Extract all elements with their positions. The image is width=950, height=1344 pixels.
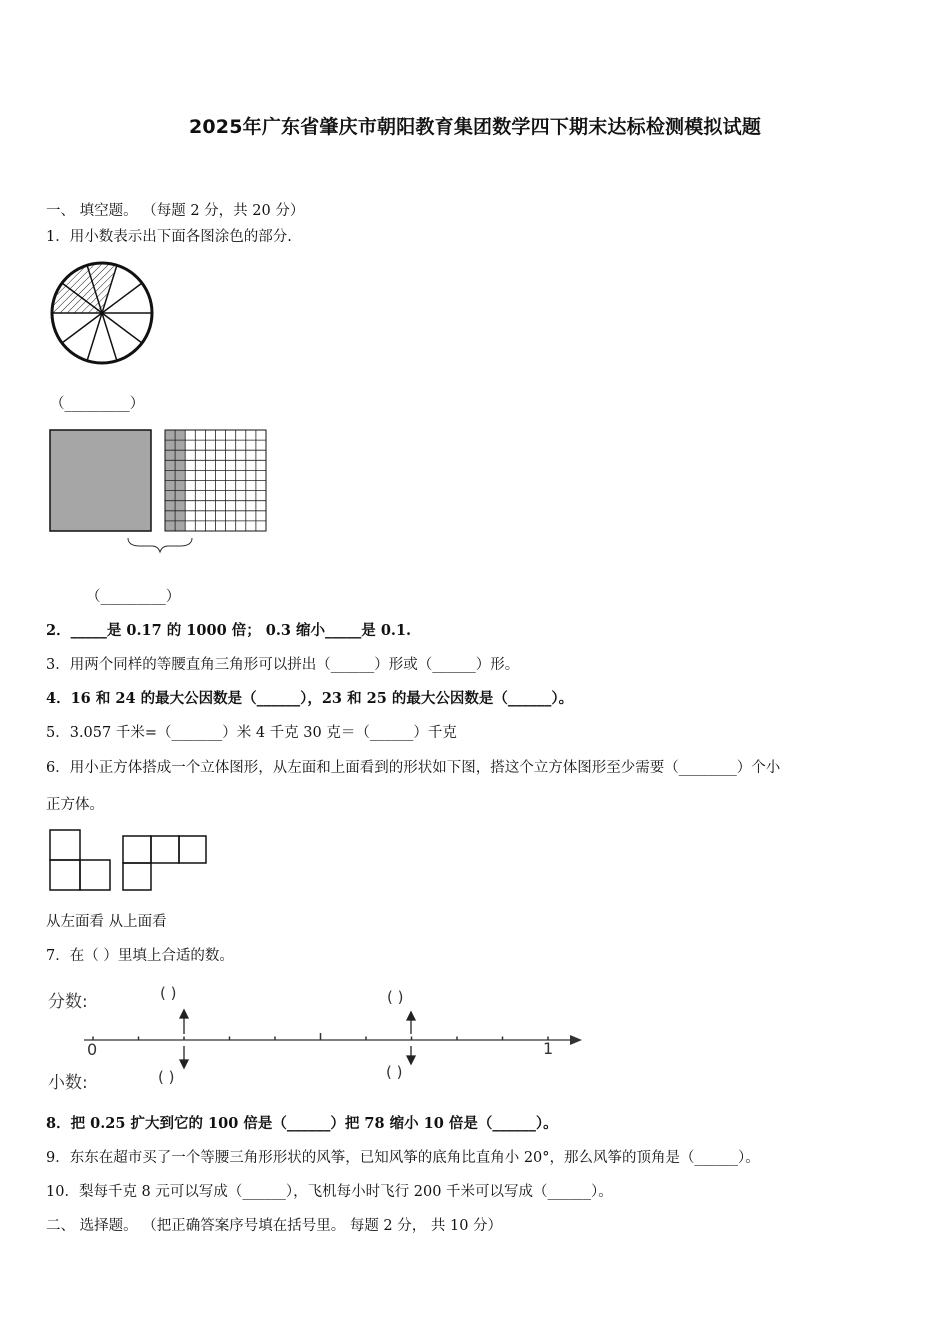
question-6-line-2: 正方体。 bbox=[46, 797, 104, 813]
question-8: 8．把 0.25 扩大到它的 100 倍是（______）把 78 缩小 10 倍是（______）。 bbox=[46, 1115, 558, 1132]
question-9: 9．东东在超市买了一个等腰三角形形状的风筝，已知风筝的底角比直角小 20°，那么风筝的顶角是（______）。 bbox=[46, 1150, 760, 1166]
axis-label-1: 1 bbox=[543, 1039, 554, 1058]
question-2: 2．_____是 0.17 的 1000 倍； 0.3 缩小_____是 0.1. bbox=[46, 622, 412, 639]
up-arrowhead-2 bbox=[407, 1012, 415, 1020]
question-5: 5．3.057 千米=（_______）米 4 千克 30 克＝（______）千克 bbox=[46, 725, 457, 741]
question-7: 7．在（ ）里填上合适的数。 bbox=[46, 948, 234, 964]
axis-label-0: 0 bbox=[87, 1040, 98, 1059]
question-6-line-1: 6．用小正方体搭成一个立体图形，从左面和上面看到的形状如下图，搭这个立方体图形至少需要（________）个小 bbox=[46, 760, 781, 776]
section-2-header: 二、 选择题。 （把正确答案序号填在括号里。 每题 2 分， 共 10 分） bbox=[46, 1218, 503, 1234]
question-3: 3．用两个同样的等腰直角三角形可以拼出（______）形或（______）形。 bbox=[46, 657, 520, 673]
down-arrowhead-1 bbox=[180, 1060, 188, 1068]
decimal-blank-2[interactable]: ( ) bbox=[386, 1063, 403, 1081]
axis-ticks bbox=[93, 1033, 548, 1040]
page-title: 2025年广东省肇庆市朝阳教育集团数学四下期末达标检测模拟试题 bbox=[188, 116, 762, 138]
decimal-label: 小数: bbox=[48, 1073, 88, 1093]
question-1: 1．用小数表示出下面各图涂色的部分. bbox=[46, 229, 292, 245]
fraction-blank-1[interactable]: ( ) bbox=[160, 984, 177, 1002]
axis-arrowhead bbox=[570, 1035, 582, 1045]
decimal-blank-1[interactable]: ( ) bbox=[158, 1068, 175, 1086]
answer-blank-1a[interactable]: （_________） bbox=[50, 396, 145, 412]
question-4: 4．16 和 24 的最大公因数是（______），23 和 25 的最大公因数是（______）。 bbox=[46, 690, 574, 707]
down-arrowhead-2 bbox=[407, 1056, 415, 1064]
fraction-blank-2[interactable]: ( ) bbox=[387, 988, 404, 1006]
question-10: 10．梨每千克 8 元可以写成（______），飞机每小时飞行 200 千米可以写成（______）。 bbox=[46, 1184, 613, 1200]
question-6-caption: 从左面看 从上面看 bbox=[46, 914, 167, 930]
fraction-label: 分数: bbox=[48, 992, 88, 1012]
section-1-header: 一、 填空题。 （每题 2 分，共 20 分） bbox=[46, 203, 305, 219]
answer-blank-1b[interactable]: （_________） bbox=[86, 589, 181, 605]
up-arrowhead-1 bbox=[180, 1010, 188, 1018]
